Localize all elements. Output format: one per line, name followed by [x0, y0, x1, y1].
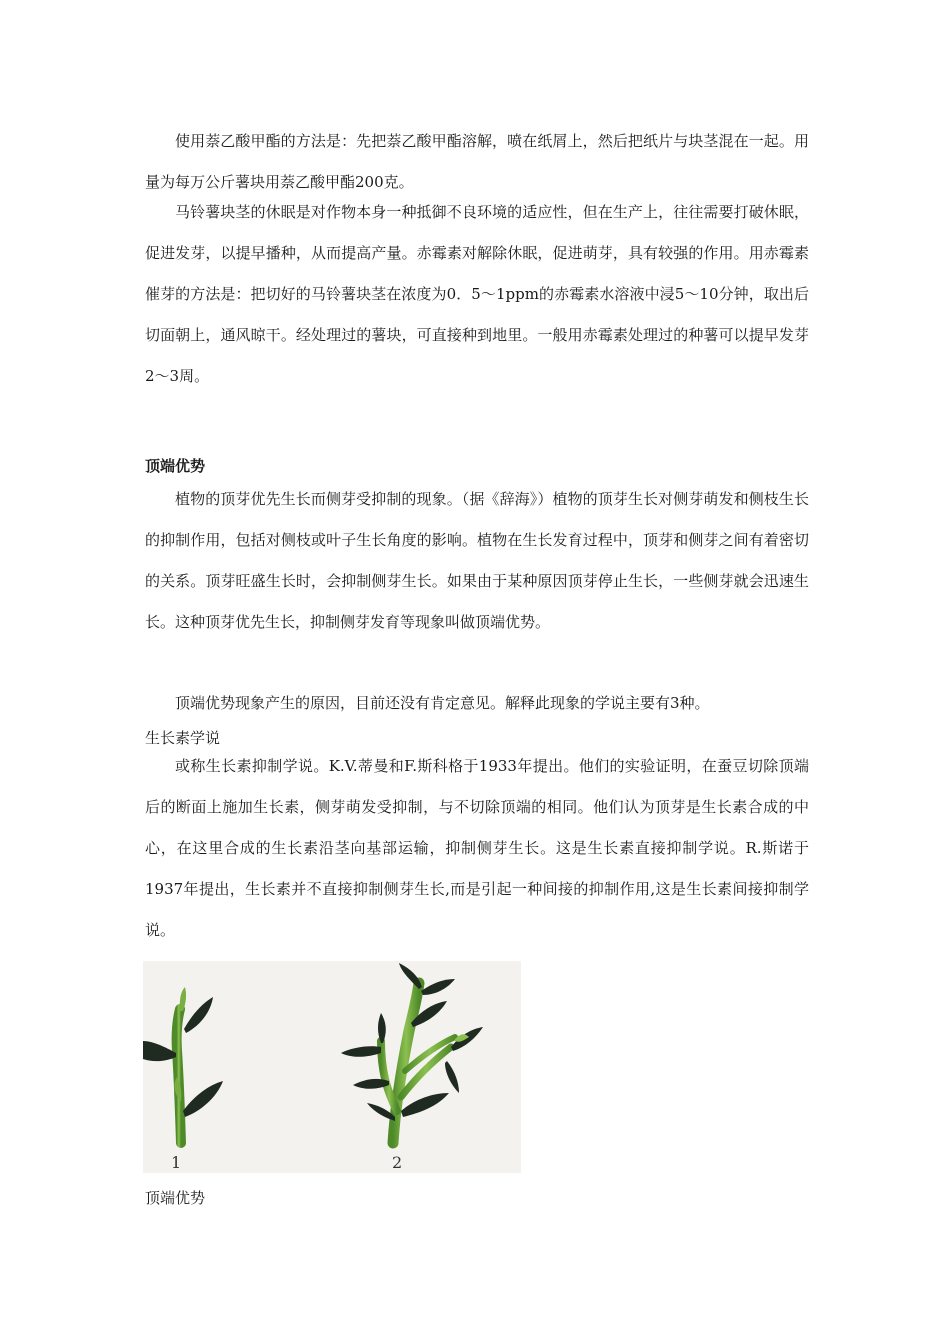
plant-1-leaf-left: [143, 1041, 176, 1061]
paragraph-naphthaleneacetic-method: 使用萘乙酸甲酯的方法是：先把萘乙酸甲酯溶解，喷在纸屑上，然后把纸片与块茎混在一起。用量为每万公斤薯块用萘乙酸甲酯200克。: [145, 132, 809, 191]
plant-2-leaf-top-2: [421, 979, 455, 995]
figure-caption: 顶端优势: [145, 1189, 206, 1207]
plant-illustration: [143, 961, 521, 1173]
plant-2-leaf-lower: [401, 1093, 449, 1117]
plant-1-label: 1: [171, 1153, 182, 1172]
section-heading: 顶端优势: [145, 457, 206, 475]
plant-2-leaf-top-1: [399, 963, 422, 989]
apical-dominance-figure: [143, 961, 521, 1173]
plant-1-leaf-top: [184, 997, 213, 1033]
plant-2-leaf-right-2: [445, 1061, 459, 1093]
paragraph-potato-dormancy: 马铃薯块茎的休眠是对作物本身一种抵御不良环境的适应性，但在生产上，往往需要打破休眠，促进发芽，以提早播种，从而提高产量。赤霉素对解除休眠，促进萌芽，具有较强的作用。用赤霉素催芽的方法是：把切好的马铃薯块茎在浓度为0．5～1ppm的赤霉素水溶液中浸5～10分钟，取出后切面朝上，通风晾干。经处理过的薯块，可直接种到地里。一般用赤霉素处理过的种薯可以提早发芽2～3周。: [145, 203, 809, 385]
plant-1: [143, 987, 223, 1172]
paragraph-theories-intro: 顶端优势现象产生的原因，目前还没有肯定意见。解释此现象的学说主要有3种。: [175, 694, 710, 712]
subheading-auxin-theory: 生长素学说: [145, 729, 221, 747]
plant-2-leaf-left-1: [341, 1046, 381, 1057]
plant-1-apical-bud: [180, 987, 186, 1011]
paragraph-apical-dominance-definition: 植物的顶芽优先生长而侧芽受抑制的现象。（据《辞海》）植物的顶芽生长对侧芽萌发和侧枝生长的抑制作用，包括对侧枝或叶子生长角度的影响。植物在生长发育过程中，顶芽和侧芽之间有着密切的关系。顶芽旺盛生长时，会抑制侧芽生长。如果由于某种原因顶芽停止生长，一些侧芽就会迅速生长。这种顶芽优先生长，抑制侧芽发育等现象叫做顶端优势。: [145, 490, 809, 631]
plant-2: [341, 963, 483, 1172]
plant-2-label: 2: [392, 1153, 403, 1172]
paragraph-auxin-theory: 或称生长素抑制学说。K.V.蒂曼和F.斯科格于1933年提出。他们的实验证明，在蚕豆切除顶端后的断面上施加生长素，侧芽萌发受抑制，与不切除顶端的相同。他们认为顶芽是生长素合成的中心，在这里合成的生长素沿茎向基部运输，抑制侧芽生长。这是生长素直接抑制学说。R.斯诺于1937年提出，生长素并不直接抑制侧芽生长,而是引起一种间接的抑制作用,这是生长素间接抑制学说。: [145, 757, 809, 939]
plant-2-branch-left: [381, 1041, 397, 1111]
plant-1-leaf-lower: [183, 1081, 223, 1117]
plant-1-stem: [177, 1009, 181, 1143]
